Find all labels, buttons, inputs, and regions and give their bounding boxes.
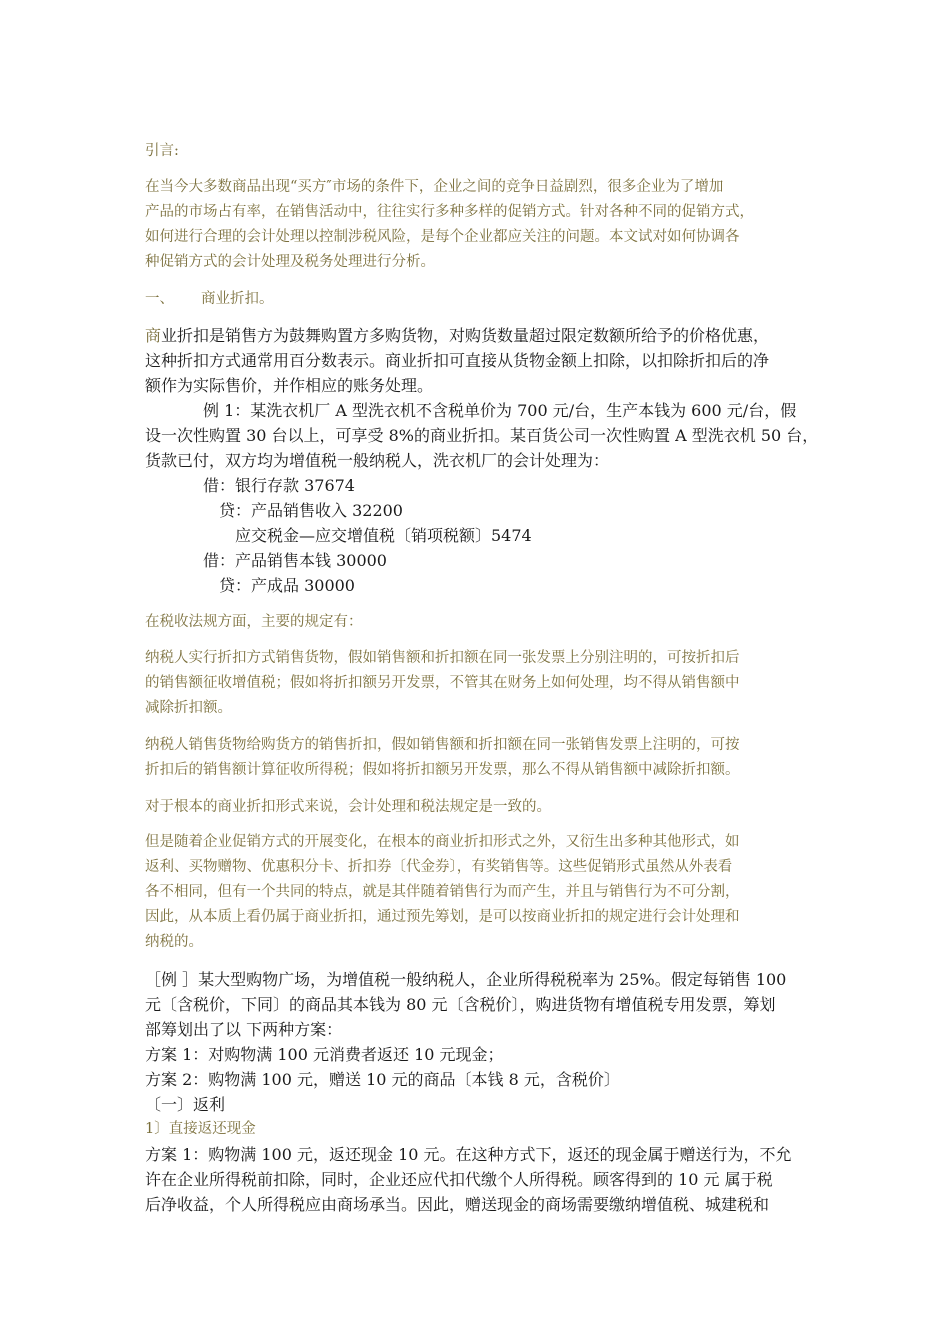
journal-entry: 贷：产品销售收入 32200 [219,501,403,520]
definition-line [145,323,825,348]
intro-line: 在当今大多数商品出现“买方″市场的条件下，企业之间的竞争日益剧烈，很多企业为了增加 [145,179,724,195]
evolution-line: 纳税的。 [145,934,203,950]
sub-sub-heading-text: 1〕直接返还现金 [145,1121,256,1137]
tax-rule-line: 的销售额征收增值税；假如将折扣额另开发票，不管其在财务上如何处理，均不得从销售额中 [145,675,740,691]
intro-paragraph [145,175,825,275]
evolution-line: 各不相同，但有一个共同的特点，就是其伴随着销售行为而产生，并且与销售行为不可分割， [145,884,740,900]
evolution-line: 但是随着企业促销方式的开展变化，在根本的商业折扣形式之外，又衍生出多种其他形式，如 [145,834,740,850]
tax-rule-line: 折扣后的销售额计算征收所得税；假如将折扣额另开发票，那么不得从销售额中减除折扣额。 [145,762,740,778]
intro-line: 产品的市场占有率，在销售活动中，往往实行多种多样的促销方式。针对各种不同的促销方式， [145,204,754,220]
evolution-paragraph [145,830,825,955]
tax-rules-lead-text: 在税收法规方面，主要的规定有： [145,614,363,630]
example2-paragraph [145,967,825,1117]
consistency-note [145,795,825,820]
journal-entry: 应交税金—应交增值税〔销项税额〕5474 [235,526,532,545]
intro-label-text: 引言: [145,143,179,159]
example1-line: 货款已付，双方均为增值税一般纳税人，洗衣机厂的会计处理为： [145,451,610,470]
intro-line: 如何进行合理的会计处理以控制涉税风险，是每个企业都应关注的问题。本文试对如何协调各 [145,229,740,245]
example2-line: 部筹划出了以 下两种方案： [145,1020,343,1039]
plan1-analysis-line: 后净收益，个人所得税应由商场承当。因此，赠送现金的商场需要缴纳增值税、城建税和 [145,1195,770,1214]
definition-paragraph [145,323,825,398]
example1-line: 设一次性购置 30 台以上，可享受 8%的商业折扣。某百货公司一次性购置 A 型洗衣机 50 台， [145,426,819,445]
consistency-text: 对于根本的商业折扣形式来说，会计处理和税法规定是一致的。 [145,799,551,815]
journal-entries [145,473,825,598]
example1-line: 例 1：某洗衣机厂 A 型洗衣机不含税单价为 700 元/台，生产本钱为 600 元/台，假 [203,401,797,420]
journal-entry: 贷：产成品 30000 [219,576,355,595]
intro-label [145,139,825,164]
evolution-line: 因此，从本质上看仍属于商业折扣，通过预先筹划，是可以按商业折扣的规定进行会计处理和 [145,909,740,925]
definition-line: 这种折扣方式通常用百分数表示。商业折扣可直接从货物金额上扣除，以扣除折扣后的净 [145,351,770,370]
tax-rule-line: 纳税人销售货物给购货方的销售折扣，假如销售额和折扣额在同一张销售发票上注明的，可按 [145,737,740,753]
tax-rule-2 [145,733,825,783]
sub-sub-heading [145,1117,825,1142]
example2-line: 元〔含税价，下同〕的商品其本钱为 80 元〔含税价〕，购进货物有增值税专用发票，筹划 [145,995,776,1014]
tax-rule-line: 纳税人实行折扣方式销售货物，假如销售额和折扣额在同一张发票上分别注明的，可按折扣后 [145,650,740,666]
tax-rules-lead [145,610,825,635]
journal-entry: 借：银行存款 37674 [203,476,355,495]
tax-rule-line: 减除折扣额。 [145,700,232,716]
definition-line: 额作为实际售价，并作相应的账务处理。 [145,376,434,395]
journal-entry: 借：产品销售本钱 30000 [203,551,387,570]
sub-heading-rebate: 〔一〕返利 [145,1095,226,1114]
example2-line: ［例 ］某大型购物广场，为增值税一般纳税人，企业所得税税率为 25%。假定每销售 100 [145,970,787,989]
tax-rule-1 [145,646,825,721]
intro-line: 种促销方式的会计处理及税务处理进行分析。 [145,254,435,270]
plan1-analysis-line: 许在企业所得税前扣除，同时，企业还应代扣代缴个人所得税。顾客得到的 10 元 属于税 [145,1170,773,1189]
plan-1: 方案 1：对购物满 100 元消费者返还 10 元现金； [145,1045,504,1064]
section-title: 商业折扣。 [201,291,274,307]
definition-first-char: 商 [145,326,162,345]
plan1-analysis [145,1142,825,1217]
example1-paragraph [145,398,825,473]
section-number: 一、 [145,291,174,307]
plan-2: 方案 2：购物满 100 元，赠送 10 元的商品〔本钱 8 元，含税价〕 [145,1070,620,1089]
section-heading [145,287,274,312]
definition-line1-rest: 业折扣是销售方为鼓舞购置方多购货物，对购货数量超过限定数额所给予的价格优惠， [161,326,770,345]
plan1-analysis-line: 方案 1：购物满 100 元，返还现金 10 元。在这种方式下，返还的现金属于赠送行为，不允 [145,1145,792,1164]
evolution-line: 返利、买物赠物、优惠积分卡、折扣券〔代金券〕，有奖销售等。这些促销形式虽然从外表看 [145,859,733,875]
